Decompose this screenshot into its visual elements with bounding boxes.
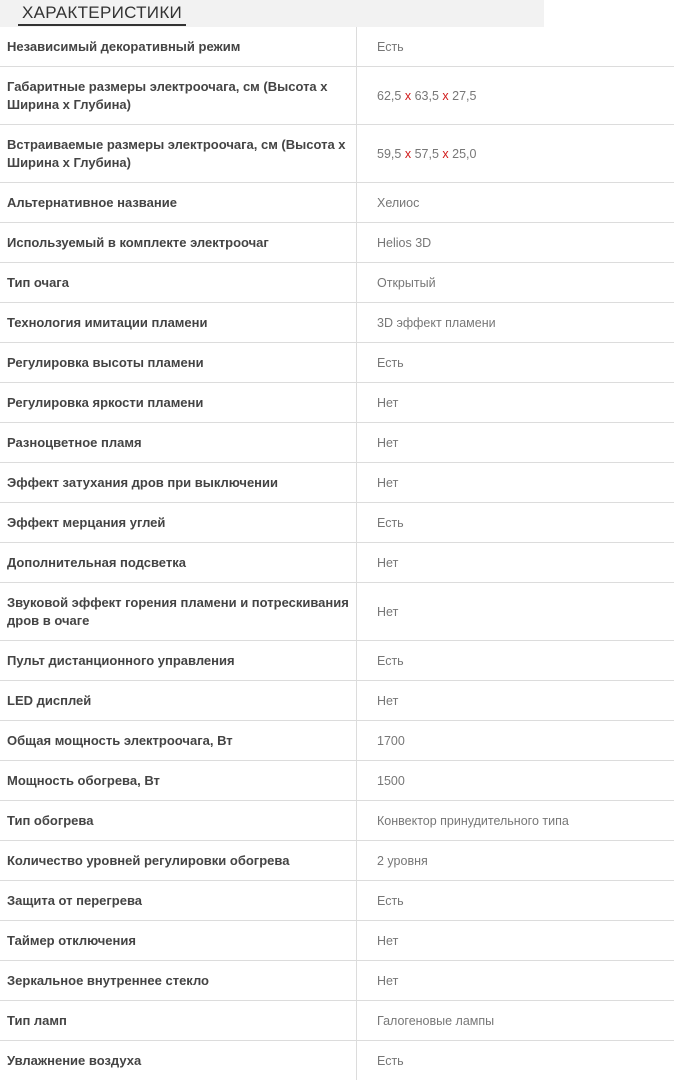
spec-value-dimensions bbox=[357, 125, 674, 183]
spec-name: Защита от перегрева bbox=[0, 881, 357, 921]
spec-name: Увлажнение воздуха bbox=[0, 1041, 357, 1080]
spec-row bbox=[0, 383, 674, 423]
spec-row bbox=[0, 125, 674, 183]
spec-value: Нет bbox=[357, 463, 674, 503]
spec-name: Встраиваемые размеры электроочага, см (Высота х Ширина х Глубина) bbox=[0, 125, 357, 183]
spec-row bbox=[0, 183, 674, 223]
spec-name: Общая мощность электроочага, Вт bbox=[0, 721, 357, 761]
spec-row bbox=[0, 263, 674, 303]
dimension-separator: x bbox=[442, 89, 448, 103]
spec-row bbox=[0, 27, 674, 67]
spec-value: Нет bbox=[357, 583, 674, 641]
dimension-separator: x bbox=[405, 147, 411, 161]
spec-value: Нет bbox=[357, 961, 674, 1001]
spec-value: Хелиос bbox=[357, 183, 674, 223]
spec-row bbox=[0, 1041, 674, 1080]
section-header bbox=[0, 0, 544, 27]
spec-row bbox=[0, 223, 674, 263]
spec-row bbox=[0, 503, 674, 543]
spec-value-dimensions bbox=[357, 67, 674, 125]
dimension-separator: x bbox=[442, 147, 448, 161]
spec-name: Регулировка высоты пламени bbox=[0, 343, 357, 383]
spec-name: Дополнительная подсветка bbox=[0, 543, 357, 583]
spec-name: Количество уровней регулировки обогрева bbox=[0, 841, 357, 881]
spec-name: Тип обогрева bbox=[0, 801, 357, 841]
spec-name: Используемый в комплекте электроочаг bbox=[0, 223, 357, 263]
spec-value: Helios 3D bbox=[357, 223, 674, 263]
spec-value: Открытый bbox=[357, 263, 674, 303]
spec-row bbox=[0, 303, 674, 343]
spec-row bbox=[0, 721, 674, 761]
spec-name: Звуковой эффект горения пламени и потрескивания дров в очаге bbox=[0, 583, 357, 641]
specifications-body bbox=[0, 27, 674, 1080]
spec-value: Нет bbox=[357, 543, 674, 583]
spec-row bbox=[0, 463, 674, 503]
spec-value: Есть bbox=[357, 641, 674, 681]
dimension-separator: x bbox=[405, 89, 411, 103]
dimension-depth: 27,5 bbox=[452, 89, 476, 103]
spec-name: Зеркальное внутреннее стекло bbox=[0, 961, 357, 1001]
spec-row bbox=[0, 761, 674, 801]
dimension-width: 57,5 bbox=[415, 147, 439, 161]
spec-name: Регулировка яркости пламени bbox=[0, 383, 357, 423]
spec-row bbox=[0, 1001, 674, 1041]
spec-row bbox=[0, 881, 674, 921]
spec-row bbox=[0, 543, 674, 583]
spec-value: Нет bbox=[357, 921, 674, 961]
spec-name: Разноцветное пламя bbox=[0, 423, 357, 463]
specifications-table bbox=[0, 27, 674, 1080]
spec-row bbox=[0, 67, 674, 125]
spec-row bbox=[0, 641, 674, 681]
spec-name: Пульт дистанционного управления bbox=[0, 641, 357, 681]
spec-value: Есть bbox=[357, 881, 674, 921]
spec-value: Нет bbox=[357, 423, 674, 463]
spec-name: Таймер отключения bbox=[0, 921, 357, 961]
dimension-height: 62,5 bbox=[377, 89, 401, 103]
spec-value: Есть bbox=[357, 503, 674, 543]
dimension-depth: 25,0 bbox=[452, 147, 476, 161]
spec-row bbox=[0, 921, 674, 961]
section-title: ХАРАКТЕРИСТИКИ bbox=[18, 2, 186, 26]
spec-row bbox=[0, 841, 674, 881]
spec-value: Нет bbox=[357, 383, 674, 423]
spec-name: Эффект затухания дров при выключении bbox=[0, 463, 357, 503]
spec-value: Конвектор принудительного типа bbox=[357, 801, 674, 841]
spec-value: 1700 bbox=[357, 721, 674, 761]
spec-row bbox=[0, 583, 674, 641]
spec-value: Нет bbox=[357, 681, 674, 721]
spec-value: Есть bbox=[357, 1041, 674, 1080]
spec-name: Габаритные размеры электроочага, см (Высота х Ширина х Глубина) bbox=[0, 67, 357, 125]
spec-value: Есть bbox=[357, 27, 674, 67]
spec-name: Эффект мерцания углей bbox=[0, 503, 357, 543]
dimension-width: 63,5 bbox=[415, 89, 439, 103]
spec-name: Альтернативное название bbox=[0, 183, 357, 223]
dimension-height: 59,5 bbox=[377, 147, 401, 161]
spec-row bbox=[0, 343, 674, 383]
spec-row bbox=[0, 423, 674, 463]
spec-name: Мощность обогрева, Вт bbox=[0, 761, 357, 801]
spec-row bbox=[0, 961, 674, 1001]
spec-row bbox=[0, 681, 674, 721]
spec-name: Технология имитации пламени bbox=[0, 303, 357, 343]
spec-name: Независимый декоративный режим bbox=[0, 27, 357, 67]
spec-name: Тип очага bbox=[0, 263, 357, 303]
spec-row bbox=[0, 801, 674, 841]
spec-value: 2 уровня bbox=[357, 841, 674, 881]
spec-value: Галогеновые лампы bbox=[357, 1001, 674, 1041]
spec-name: LED дисплей bbox=[0, 681, 357, 721]
spec-value: 3D эффект пламени bbox=[357, 303, 674, 343]
spec-value: 1500 bbox=[357, 761, 674, 801]
spec-name: Тип ламп bbox=[0, 1001, 357, 1041]
spec-value: Есть bbox=[357, 343, 674, 383]
